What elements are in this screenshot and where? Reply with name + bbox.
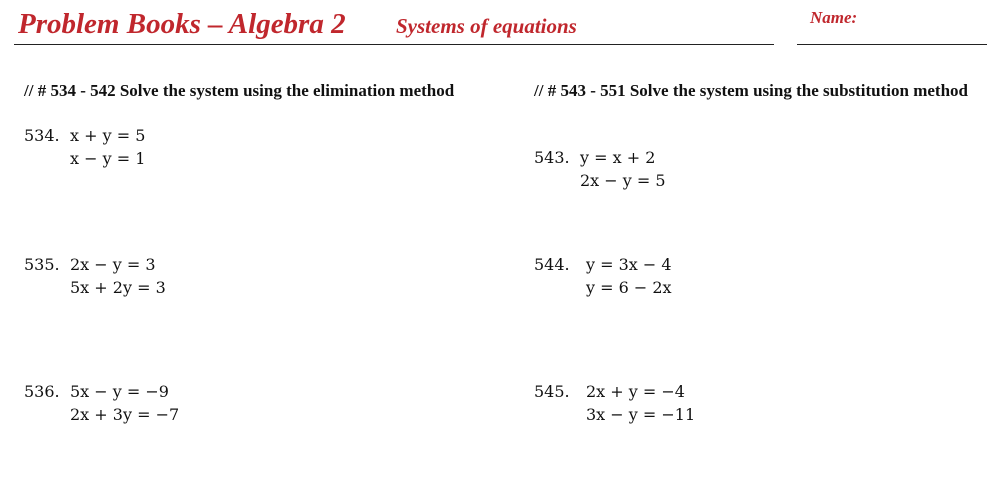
equation-2: 2x − y = 5: [580, 171, 666, 190]
title-underline: [14, 44, 774, 45]
document-subtitle: Systems of equations: [396, 14, 577, 38]
equation-2: x − y = 1: [70, 149, 146, 168]
problem-number: 544.: [534, 255, 570, 274]
problem-545: [534, 380, 695, 426]
equation-1: 2x − y = 3: [70, 255, 156, 274]
equation-2: 2x + 3y = −7: [70, 405, 180, 424]
equation-1: 5x − y = −9: [70, 382, 169, 401]
equation-2: 5x + 2y = 3: [70, 278, 166, 297]
section-heading-substitution: // # 543 - 551 Solve the system using the substitution method: [534, 81, 969, 100]
problem-number: 535.: [24, 255, 60, 274]
problem-number: 545.: [534, 382, 570, 401]
name-label: Name:: [810, 8, 858, 27]
equation-2: y = 6 − 2x: [586, 278, 672, 297]
problem-544: [534, 253, 672, 299]
document-title: Problem Books – Algebra 2: [18, 8, 346, 40]
equation-1: 2x + y = −4: [586, 382, 685, 401]
equation-2: 3x − y = −11: [586, 405, 696, 424]
problem-number: 536.: [24, 382, 60, 401]
problem-number: 534.: [24, 126, 60, 145]
section-heading-elimination: // # 534 - 542 Solve the system using the elimination method: [24, 81, 455, 100]
problem-536: [24, 380, 179, 426]
problem-534: [24, 124, 145, 170]
problem-535: [24, 253, 166, 299]
name-line: [797, 44, 987, 45]
problem-543: [534, 146, 666, 192]
equation-1: x + y = 5: [70, 126, 146, 145]
equation-1: y = 3x − 4: [586, 255, 672, 274]
equation-1: y = x + 2: [580, 148, 656, 167]
problem-number: 543.: [534, 148, 570, 167]
